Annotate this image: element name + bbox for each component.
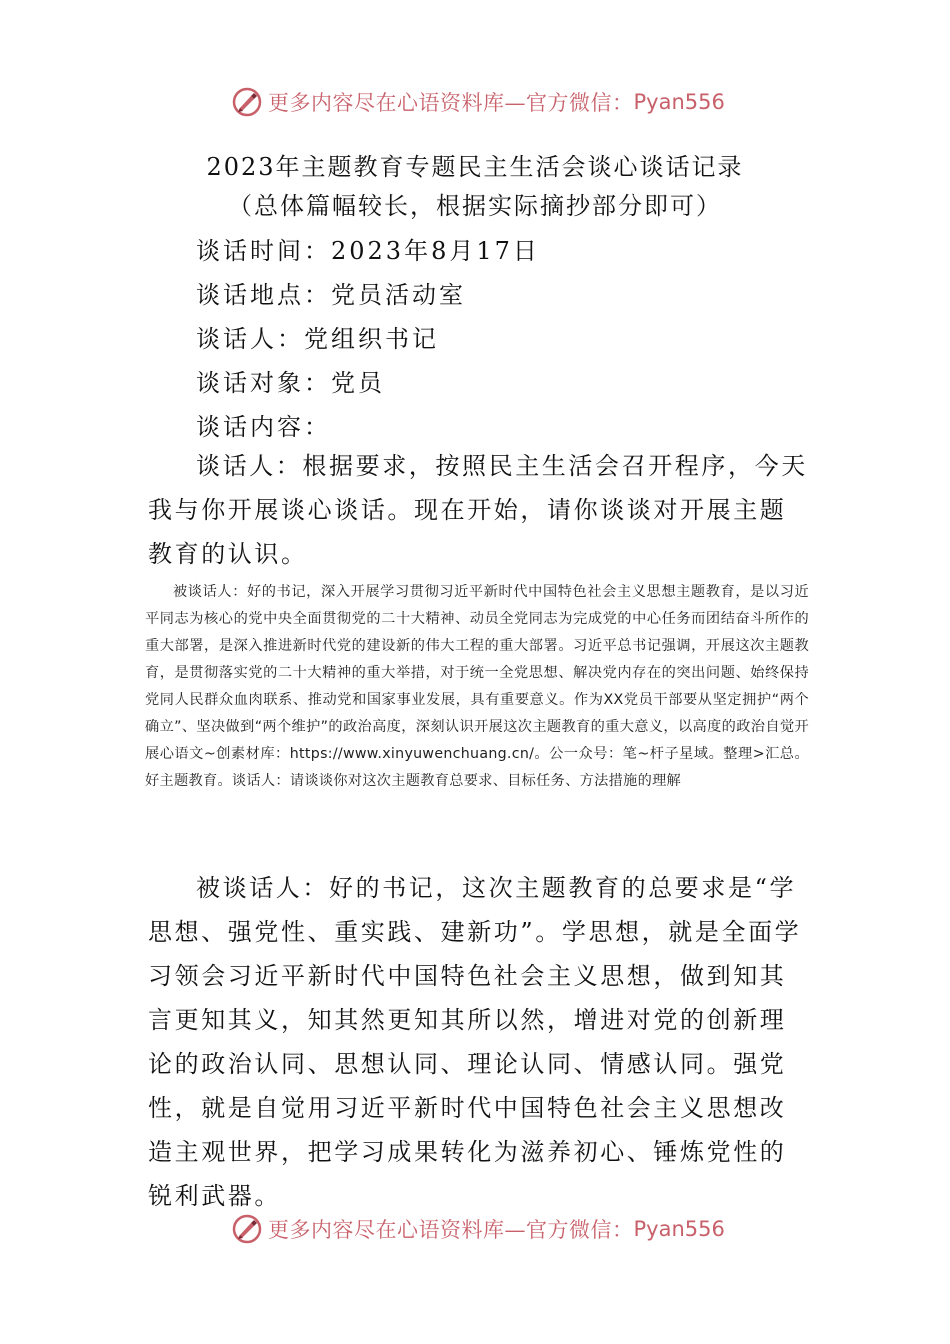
talk-speaker: 谈话人：党组织书记 [196,325,439,353]
talk-content-label: 谈话内容： [196,413,331,441]
pen-logo-icon [232,87,262,117]
paragraph-speaker-opening: 谈话人：根据要求，按照民主生活会召开程序，今天我与你开展谈心谈话。现在开始，请你谈谈对开展主题教育的认识。 [148,452,808,568]
banner-wechat-id: Pyan556 [633,90,725,114]
banner-text: 更多内容尽在心语资料库—官方微信： [268,1218,634,1242]
talk-target: 谈话对象：党员 [196,369,385,397]
document-subtitle: （总体篇幅较长，根据实际摘抄部分即可） [228,192,722,220]
banner-wechat-id: Pyan556 [633,1217,725,1241]
header-banner [232,84,725,120]
footer-banner [232,1211,725,1247]
document-title: 2023年主题教育专题民主生活会谈心谈话记录 [206,153,744,181]
pen-logo-icon [232,1214,262,1244]
talk-time: 谈话时间：2023年8月17日 [196,237,540,265]
banner-text: 更多内容尽在心语资料库—官方微信： [268,91,634,115]
paragraph-respondent-answer-2: 被谈话人：好的书记，这次主题教育的总要求是“学思想、强党性、重实践、建新功”。学思想，就是全面学习领会习近平新时代中国特色社会主义思想，做到知其言更知其义，知其然更知其所以然，增进对党的创新理论的政治认同、思想认同、理论认同、情感认同。强党性，就是自觉用习近平新时代中国特色社会主义思想改造主观世界，把学习成果转化为滋养初心、锤炼党性的锐利武器。 [148,874,802,1210]
paragraph-respondent-answer-1: 被谈话人：好的书记，深入开展学习贯彻习近平新时代中国特色社会主义思想主题教育，是以习近平同志为核心的党中央全面贯彻党的二十大精神、动员全党同志为完成党的中心任务而团结奋斗所作的重大部署，是深入推进新时代党的建设新的伟大工程的重大部署。习近平总书记强调，开展这次主题教育，是贯彻落实党的二十大精神的重大举措，对于统一全党思想、解决党内存在的突出问题、始终保持党同人民群众血肉联系、推动党和国家事业发展，具有重要意义。作为XX党员干部要从坚定拥护“两个确立”、坚决做到“两个维护”的政治高度，深刻认识开展这次主题教育的重大意义，以高度的政治自觉开展心语文~创素材库：https://www.xinyuwenchuang.cn/。公一众号：笔~杆子星域。整理>汇总。好主题教育。谈话人：请谈谈你对这次主题教育总要求、目标任务、方法措施的理解 [145,584,809,789]
talk-place: 谈话地点：党员活动室 [196,281,466,309]
